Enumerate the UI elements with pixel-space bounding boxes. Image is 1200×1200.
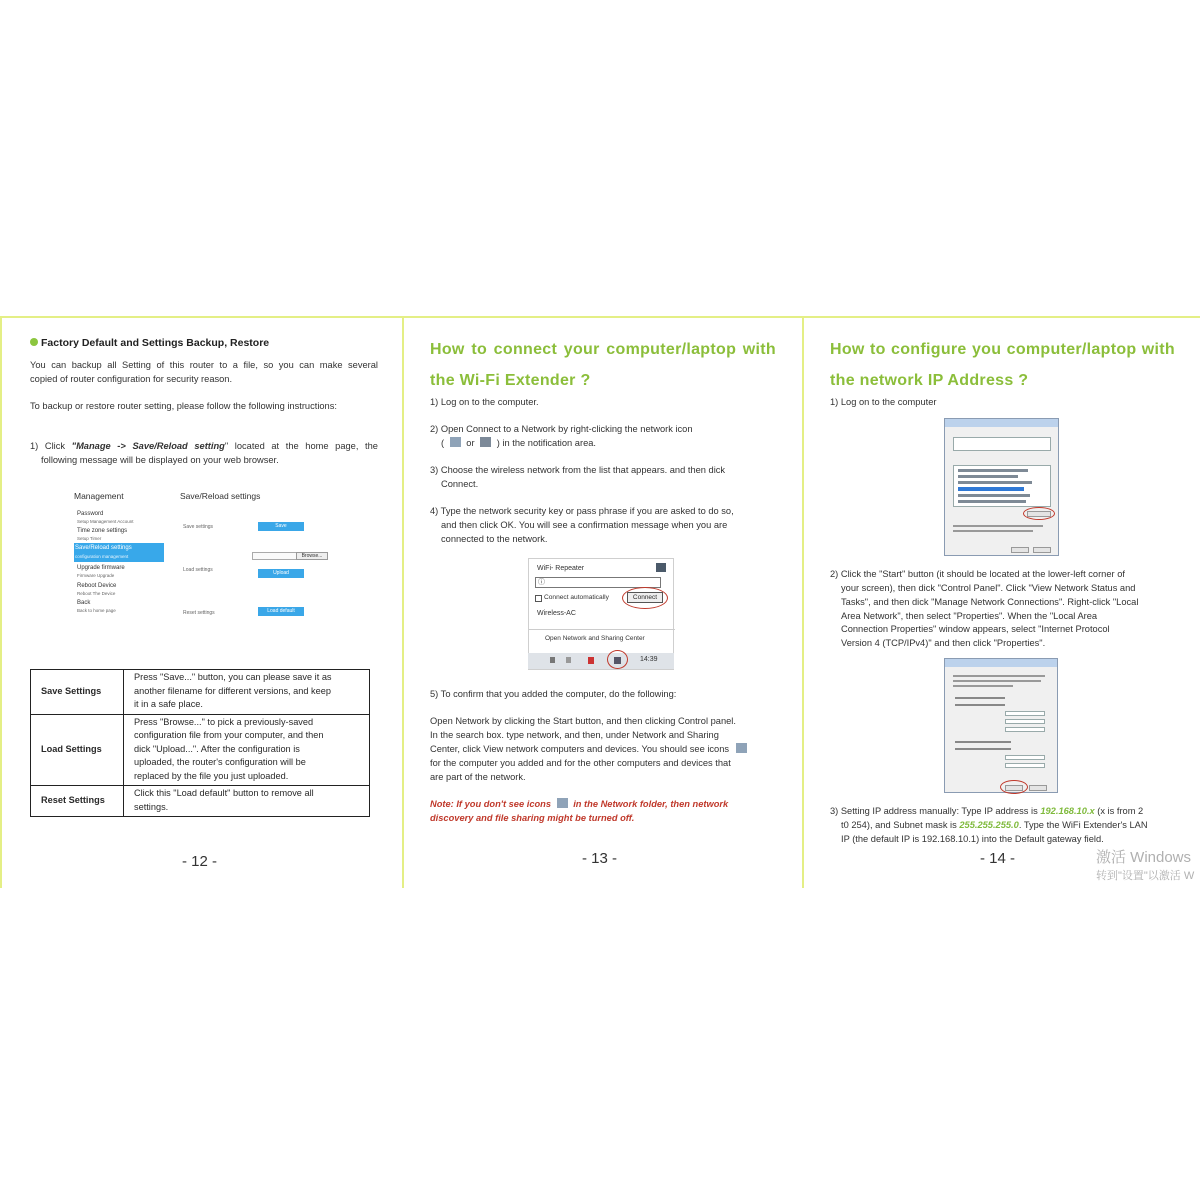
highlight-circle	[1023, 507, 1055, 520]
page-13-note-line1: Note: If you don't see icons in the Network folder, then network	[430, 799, 729, 809]
menu-reboot[interactable]: Reboot Device	[77, 583, 117, 589]
page-12-heading: Factory Default and Settings Backup, Restore	[30, 337, 269, 351]
network-wired-icon	[480, 437, 491, 447]
tray-icon	[550, 657, 555, 663]
ok-button[interactable]	[1011, 547, 1029, 553]
table-cell-desc: Click this "Load default" button to remove all settings.	[124, 786, 370, 817]
page-14-title-line2: the network IP Address ?	[830, 372, 1029, 389]
network-signal-icon	[450, 437, 461, 447]
bullet-dot-icon	[30, 338, 38, 346]
page-13-step3: 3) Choose the wireless network from the list that appears. and then dick	[430, 465, 726, 475]
connect-automatically-label: Connect automatically	[544, 594, 609, 601]
ipv4-properties-dialog	[944, 658, 1058, 793]
cancel-button[interactable]	[1029, 785, 1047, 791]
page-14-step2-line1: 2) Click the "Start" button (it should be located at the lower-left corner of	[830, 569, 1125, 579]
panel-divider	[529, 629, 675, 630]
activation-watermark-line1: 激活 Windows	[1096, 849, 1192, 866]
dialog-titlebar	[945, 659, 1057, 667]
menu-save-reload[interactable]: Save/Reload settings	[75, 545, 132, 551]
table-row	[31, 714, 370, 786]
components-list	[953, 465, 1051, 507]
page-12-para1-line1: You can backup all Setting of this router to a file, so you can make several	[30, 360, 378, 370]
tray-icon	[566, 657, 571, 663]
connect-automatically-checkbox[interactable]	[535, 595, 542, 602]
page-14-step2-line2: your screen), then dick "Control Panel". Click "View Network Status and	[841, 583, 1136, 593]
page-12-step1: 1) Click "Manage -> Save/Reload setting" located at the home page, the	[30, 441, 378, 451]
menu-timezone-sub: Setup Timer	[77, 536, 102, 541]
clock-time: 14:39	[640, 656, 658, 663]
network-signal-icon	[557, 798, 568, 808]
page-13-title-line2: the Wi-Fi Extender ?	[430, 372, 591, 389]
page-13-step4-line2: and then click OK. You will see a confirmation message when you are	[441, 520, 728, 530]
lan-properties-dialog	[944, 418, 1059, 556]
page-13	[404, 316, 802, 888]
save-settings-label: Save settings	[183, 524, 214, 530]
upload-button[interactable]: Upload	[258, 569, 304, 578]
alternate-dns-field[interactable]	[1005, 763, 1045, 768]
menu-reboot-sub: Reboot The Device	[77, 591, 116, 596]
computer-icon	[736, 743, 747, 753]
cancel-button[interactable]	[1033, 547, 1051, 553]
page-13-step2-line2: ( or ) in the notification area.	[441, 438, 596, 448]
manual-spread	[0, 316, 1200, 888]
dialog-titlebar	[945, 419, 1058, 427]
page-13-step4: 4) Type the network security key or pass phrase if you are asked to do so,	[430, 506, 734, 516]
wifi-network-2[interactable]: Wireless-AC	[537, 610, 576, 617]
page-13-para-line5: are part of the network.	[430, 772, 526, 782]
menu-password-sub: Setup Management Account	[77, 519, 134, 524]
table-cell-desc: Press "Browse..." to pick a previously-saved configuration file from your computer, and then dick "Upload...". After the configuration is uploaded, the router's configuration will be replaced by the file you just uploaded.	[124, 714, 370, 786]
page-13-para-line4: for the computer you added and for the other computers and devices that	[430, 758, 731, 768]
page-13-step5: 5) To confirm that you added the computer, do the following:	[430, 689, 677, 699]
page-14-step2-line6: Version 4 (TCP/IPv4)" and then click "Properties".	[841, 638, 1046, 648]
windows-taskbar	[528, 653, 674, 669]
menu-back[interactable]: Back	[77, 600, 91, 606]
reset-settings-label: Reset settings	[183, 610, 215, 616]
page-number-13: - 13 -	[582, 850, 618, 867]
table-cell-name: Save Settings	[31, 670, 124, 715]
save-reload-title: Save/Reload settings	[180, 491, 261, 501]
table-cell-desc: Press "Save..." button, you can please save it as another filename for different versions, and keep it in a safe place.	[124, 670, 370, 715]
default-gateway-field[interactable]	[1005, 727, 1045, 732]
page-number-14: - 14 -	[980, 850, 1016, 867]
highlight-circle	[607, 650, 628, 669]
page-14-title-line1: How to configure you computer/laptop with	[830, 341, 1175, 358]
table-cell-name: Reset Settings	[31, 786, 124, 817]
settings-table	[30, 669, 370, 817]
page-14-step3-line1: 3) Setting IP address manually: Type IP address is 192.168.10.x (x is from 2	[830, 806, 1144, 816]
page-13-note-line2: discovery and file sharing might be turned off.	[430, 813, 635, 823]
table-row	[31, 786, 370, 817]
save-button[interactable]: Save	[258, 522, 304, 531]
page-14-step3-line3: IP (the default IP is 192.168.10.1) into the Default gateway field.	[841, 834, 1104, 844]
load-default-button[interactable]: Load default	[258, 607, 304, 616]
tray-icon	[588, 657, 594, 664]
menu-save-reload-sub: configuration management	[75, 554, 129, 559]
key-icon: ⓘ	[538, 579, 545, 586]
table-row	[31, 670, 370, 715]
ip-address-value: 192.168.10.x	[1040, 806, 1095, 816]
wifi-signal-icon	[656, 563, 666, 572]
page-14-step3-line2: t0 254), and Subnet mask is 255.255.255.0. Type the WiFi Extender's LAN	[841, 820, 1148, 830]
ip-address-field[interactable]	[1005, 711, 1045, 716]
page-13-para-line3: Center, click View network computers and devices. You should see icons	[430, 743, 747, 757]
page-14-step1: 1) Log on to the computer	[830, 397, 937, 407]
page-number-12: - 12 -	[182, 853, 218, 870]
page-13-title-line1: How to connect your computer/laptop with	[430, 341, 776, 358]
subnet-mask-field[interactable]	[1005, 719, 1045, 724]
table-cell-name: Load Settings	[31, 714, 124, 786]
menu-password[interactable]: Password	[77, 511, 104, 517]
page-14-step2-line3: Tasks", and then dick "Manage Network Connections". Right-click "Local	[841, 597, 1139, 607]
page-13-step3-line2: Connect.	[441, 479, 479, 489]
page-14-step2-line5: Connection Properties" window appears, select "Internet Protocol	[841, 624, 1110, 634]
page-13-step2: 2) Open Connect to a Network by right-clicking the network icon	[430, 424, 693, 434]
page-12	[2, 316, 402, 888]
menu-timezone[interactable]: Time zone settings	[77, 528, 128, 534]
browse-button[interactable]: Browse...	[296, 552, 328, 560]
page-14	[804, 316, 1200, 888]
page-12-para2: To backup or restore router setting, please follow the following instructions:	[30, 401, 337, 411]
activation-watermark-line2: 转到"设置"以激活 W	[1096, 870, 1195, 882]
page-13-para-line2: In the search box. type network, and then, under Network and Sharing	[430, 730, 719, 740]
highlight-circle	[622, 587, 668, 609]
menu-back-sub: Back to home page	[77, 608, 116, 613]
page-13-para-line1: Open Network by clicking the Start button, and then clicking Control panel.	[430, 716, 736, 726]
page-13-step1: 1) Log on to the computer.	[430, 397, 539, 407]
management-screenshot	[72, 491, 342, 626]
wifi-network-name[interactable]: WiFi- Repeater	[537, 565, 585, 572]
page-12-para1-line2: copied of router configuration for security reason.	[30, 374, 233, 384]
page-12-step1-line2: following message will be displayed on your web browser.	[41, 455, 279, 465]
subnet-mask-value: 255.255.255.0	[959, 820, 1019, 830]
load-settings-label: Load settings	[183, 567, 213, 573]
highlight-circle	[1000, 780, 1028, 794]
open-sharing-center-link[interactable]: Open Network and Sharing Center	[545, 635, 645, 642]
preferred-dns-field[interactable]	[1005, 755, 1045, 760]
connect-button[interactable]: Connect	[627, 592, 663, 603]
adapter-box	[953, 437, 1051, 451]
management-title: Management	[74, 491, 124, 501]
page-13-step4-line3: connected to the network.	[441, 534, 548, 544]
menu-upgrade-sub: Firmware Upgrade	[77, 573, 115, 578]
menu-upgrade[interactable]: Upgrade firmware	[77, 565, 125, 571]
page-14-step2-line4: Area Network", then select "Properties". When the "Local Area	[841, 611, 1098, 621]
